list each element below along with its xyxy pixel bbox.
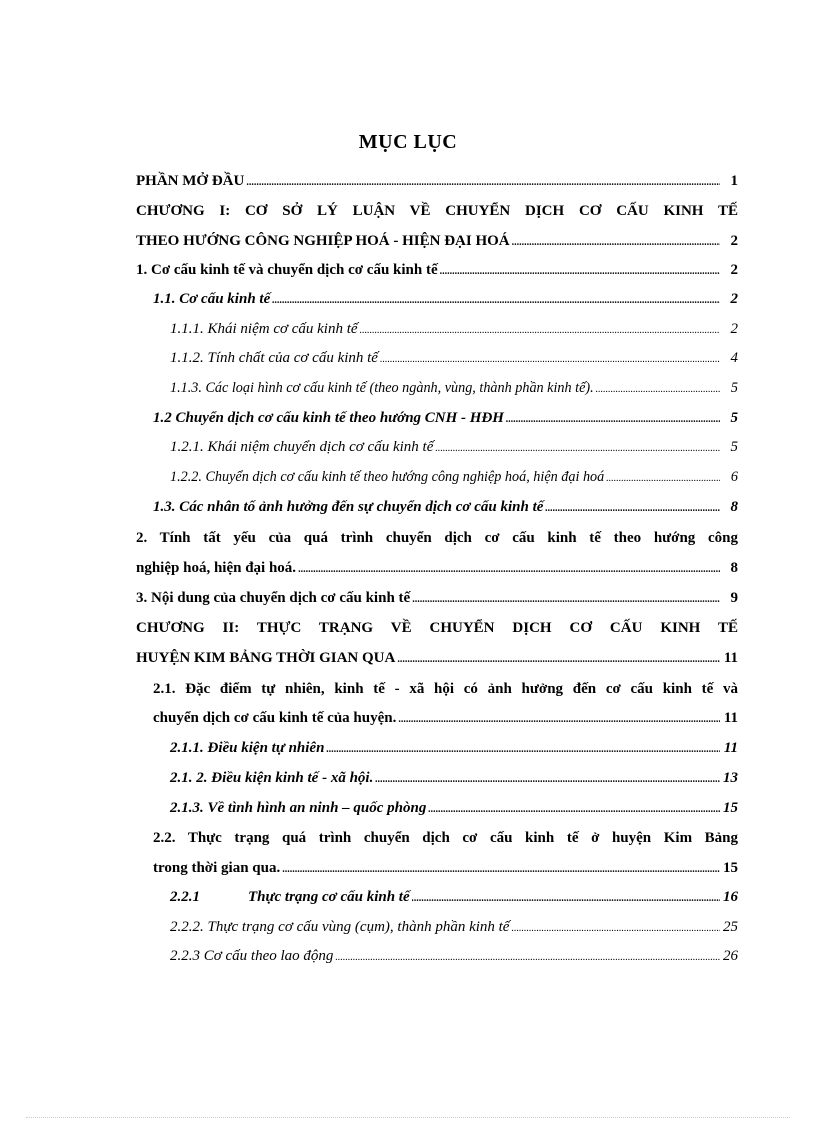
- page-number: 15: [723, 860, 738, 876]
- toc-entry[interactable]: 1.3. Các nhân tố ảnh hưởng đến sự chuyển dịch cơ cấu kinh tế ..... 8: [153, 497, 738, 517]
- leader-dots: [428, 800, 720, 820]
- leader-dots: [440, 262, 720, 282]
- leader-dots: [412, 889, 720, 909]
- toc-entry[interactable]: HUYỆN KIM BẢNG THỜI GIAN QUA ..... 11: [136, 648, 738, 668]
- leader-dots: [435, 439, 720, 459]
- leader-dots: [380, 350, 720, 370]
- leader-dots: [412, 590, 720, 610]
- page-number: 1: [730, 173, 738, 189]
- toc-entry[interactable]: 2.1.3. Về tình hình an ninh – quốc phòng ..... 15: [170, 798, 738, 818]
- leader-dots: [506, 410, 720, 430]
- toc-entry[interactable]: 2.1. 2. Điều kiện kinh tế - xã hội. ..... 13: [170, 768, 738, 788]
- page-bottom-border: [26, 1117, 790, 1118]
- page-title: MỤC LỤC: [358, 131, 458, 153]
- leader-dots: [246, 173, 720, 193]
- leader-dots: [398, 710, 720, 730]
- leader-dots: [360, 321, 720, 341]
- toc-entry[interactable]: 3. Nội dung của chuyển dịch cơ cấu kinh tế ..... 9: [136, 588, 738, 608]
- page-number: 16: [723, 889, 738, 905]
- toc-entry[interactable]: 1.1.1. Khái niệm cơ cấu kinh tế ..... 2: [170, 319, 738, 339]
- toc-entry[interactable]: 1.1.3. Các loại hình cơ cấu kinh tế (theo ngành, vùng, thành phần kinh tế). ..... 5: [170, 378, 738, 398]
- page-number: 25: [723, 919, 738, 935]
- leader-dots: [545, 499, 720, 519]
- leader-dots: [282, 860, 720, 880]
- toc-entry[interactable]: 2.2.3 Cơ cấu theo lao động ..... 26: [170, 946, 738, 966]
- page-number: 11: [723, 740, 738, 756]
- leader-dots: [375, 770, 720, 790]
- page-number: 2: [730, 233, 738, 249]
- page-number: 6: [730, 469, 738, 485]
- page-number: 11: [723, 710, 738, 726]
- toc-entry[interactable]: 1.2.1. Khái niệm chuyển dịch cơ cấu kinh tế ..... 5: [170, 437, 738, 457]
- leader-dots: [326, 740, 720, 760]
- leader-dots: [512, 233, 720, 253]
- leader-dots: [298, 560, 720, 580]
- toc-entry[interactable]: 2.1.1. Điều kiện tự nhiên ..... 11: [170, 738, 738, 758]
- toc-entry[interactable]: 2.2. Thực trạng quá trình chuyển dịch cơ cấu kinh tế ở huyện Kim Bảng: [153, 830, 738, 846]
- toc-entry[interactable]: PHẦN MỞ ĐẦU ..... 1: [136, 171, 738, 191]
- toc-entry[interactable]: nghiệp hoá, hiện đại hoá. ..... 8: [136, 558, 738, 578]
- leader-dots: [511, 919, 720, 939]
- page-number: 15: [723, 800, 738, 816]
- toc-entry[interactable]: 2. Tính tất yếu của quá trình chuyển dịch cơ cấu kinh tế theo hướng công: [136, 530, 738, 546]
- toc-entry[interactable]: THEO HƯỚNG CÔNG NGHIỆP HOÁ - HIỆN ĐẠI HOÁ ..... 2: [136, 231, 738, 251]
- leader-dots: [397, 650, 720, 670]
- page-number: 13: [723, 770, 738, 786]
- toc-entry[interactable]: 1.2.2. Chuyển dịch cơ cấu kinh tế theo hướng công nghiệp hoá, hiện đại hoá ..... 6: [170, 467, 738, 487]
- toc-entry[interactable]: 1.1.2. Tính chất của cơ cấu kinh tế ..... 4: [170, 348, 738, 368]
- page-number: 2: [730, 321, 738, 337]
- page-number: 8: [730, 499, 738, 515]
- page-number: 4: [730, 350, 738, 366]
- page-number: 5: [730, 439, 738, 455]
- toc-entry[interactable]: CHƯƠNG II: THỰC TRẠNG VỀ CHUYỂN DỊCH CƠ CẤU KINH TẾ: [136, 620, 738, 636]
- page-number: 5: [730, 410, 738, 426]
- toc-entry[interactable]: 2.1. Đặc điểm tự nhiên, kinh tế - xã hội có ảnh hưởng đến cơ cấu kinh tế và: [153, 681, 738, 697]
- page-number: 2: [730, 262, 738, 278]
- leader-dots: [335, 948, 720, 968]
- page-number: 26: [723, 948, 738, 964]
- page-number: 2: [730, 291, 738, 307]
- toc-entry[interactable]: 1. Cơ cấu kinh tế và chuyển dịch cơ cấu kinh tế ..... 2: [136, 260, 738, 280]
- toc-entry[interactable]: chuyển dịch cơ cấu kinh tế của huyện. ..... 11: [153, 708, 738, 728]
- page-number: 5: [730, 380, 738, 396]
- page-number: 8: [730, 560, 738, 576]
- page-number: 9: [730, 590, 738, 606]
- toc-entry[interactable]: 1.1. Cơ cấu kinh tế ..... 2: [153, 289, 738, 309]
- toc-entry[interactable]: 2.2.1 Thực trạng cơ cấu kinh tế ..... 16: [170, 887, 738, 907]
- leader-dots: [272, 291, 720, 311]
- toc-entry[interactable]: 1.2 Chuyển dịch cơ cấu kinh tế theo hướng CNH - HĐH ..... 5: [153, 408, 738, 428]
- toc-entry[interactable]: trong thời gian qua. ..... 15: [153, 858, 738, 878]
- toc-entry[interactable]: 2.2.2. Thực trạng cơ cấu vùng (cụm), thành phần kinh tế ..... 25: [170, 917, 738, 937]
- toc-entry[interactable]: CHƯƠNG I: CƠ SỞ LÝ LUẬN VỀ CHUYỂN DỊCH CƠ CẤU KINH TẾ: [136, 203, 738, 219]
- page-number: 11: [723, 650, 738, 666]
- leader-dots: [596, 380, 720, 400]
- leader-dots: [606, 469, 720, 489]
